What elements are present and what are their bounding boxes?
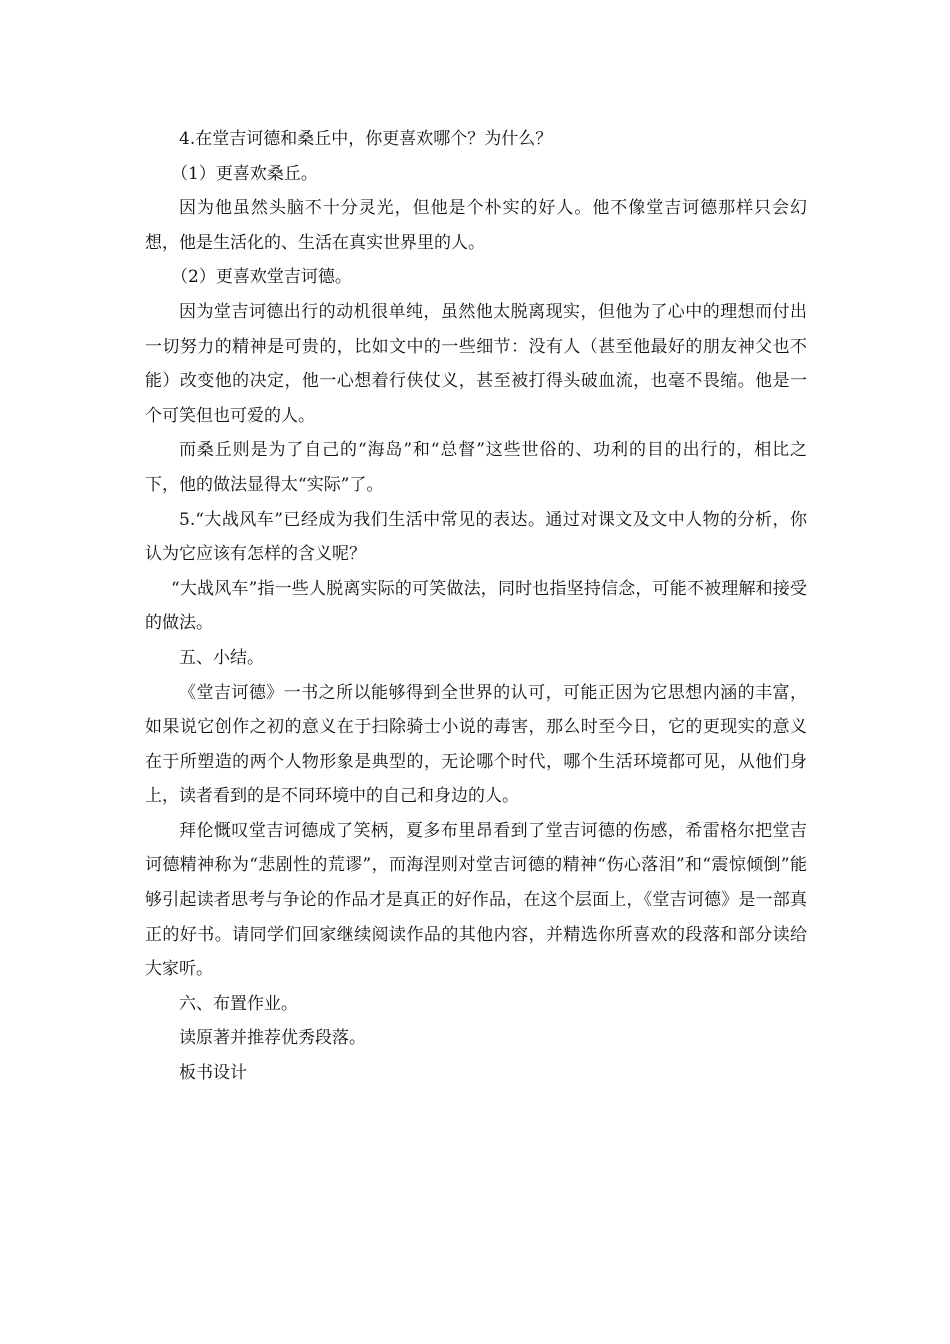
section-heading-summary: 五、小结。 — [179, 647, 264, 668]
answer-option-2-text: 因为堂吉诃德出行的动机很单纯，虽然他太脱离现实，但他为了心中的理想而付出一切努力的精神是可贵的，比如文中的一些细节：没有人（甚至他最好的朋友神父也不能）改变他的决定，他一心想着行侠仗义，甚至被打得头破血流，也毫不畏缩。他是一个可笑但也可爱的人。 — [145, 301, 807, 426]
section-heading-homework: 六、布置作业。 — [179, 993, 298, 1014]
sancho-comparison-paragraph: 而桑丘则是为了自己的“海岛”和“总督”这些世俗的、功利的目的出行的，相比之下，他的做法显得太“实际”了。 — [145, 440, 807, 495]
answer-option-1-text: 因为他虽然头脑不十分灵光，但他是个朴实的好人。他不像堂吉诃德那样只会幻想，他是生活化的、生活在真实世界里的人。 — [145, 198, 807, 253]
question-5: 5.“大战风车”已经成为我们生活中常见的表达。通过对课文及文中人物的分析，你认为它应该有怎样的含义呢？ — [145, 509, 807, 565]
answer-5: “大战风车”指一些人脱离实际的可笑做法，同时也指坚持信念，可能不被理解和接受的做法。 — [145, 578, 807, 634]
board-design-heading: 板书设计 — [179, 1063, 247, 1084]
homework-text: 读原著并推荐优秀段落。 — [179, 1028, 366, 1049]
question-4: 4.在堂吉诃德和桑丘中，你更喜欢哪个？为什么？ — [179, 129, 553, 149]
summary-paragraph-1: 《堂吉诃德》一书之所以能够得到全世界的认可，可能正因为它思想内涵的丰富，如果说它创作之初的意义在于扫除骑士小说的毒害，那么时至今日，它的更现实的意义在于所塑造的两个人物形象是典型的，无论哪个时代，哪个生活环境都可见，从他们身上，读者看到的是不同环境中的自己和身边的人。 — [145, 682, 807, 807]
answer-option-2-heading: （2）更喜欢堂吉诃德。 — [171, 267, 352, 288]
document-body — [145, 122, 807, 1091]
answer-option-1-heading: （1）更喜欢桑丘。 — [171, 163, 318, 184]
summary-paragraph-2: 拜伦慨叹堂吉诃德成了笑柄，夏多布里昂看到了堂吉诃德的伤感，希雷格尔把堂吉诃德精神称为“悲剧性的荒谬”，而海涅则对堂吉诃德的精神“伤心落泪”和“震惊倾倒”能够引起读者思考与争论的作品才是真正的好作品，在这个层面上，《堂吉诃德》是一部真正的好书。请同学们回家继续阅读作品的其他内容，并精选你所喜欢的段落和部分读给大家听。 — [145, 820, 807, 980]
